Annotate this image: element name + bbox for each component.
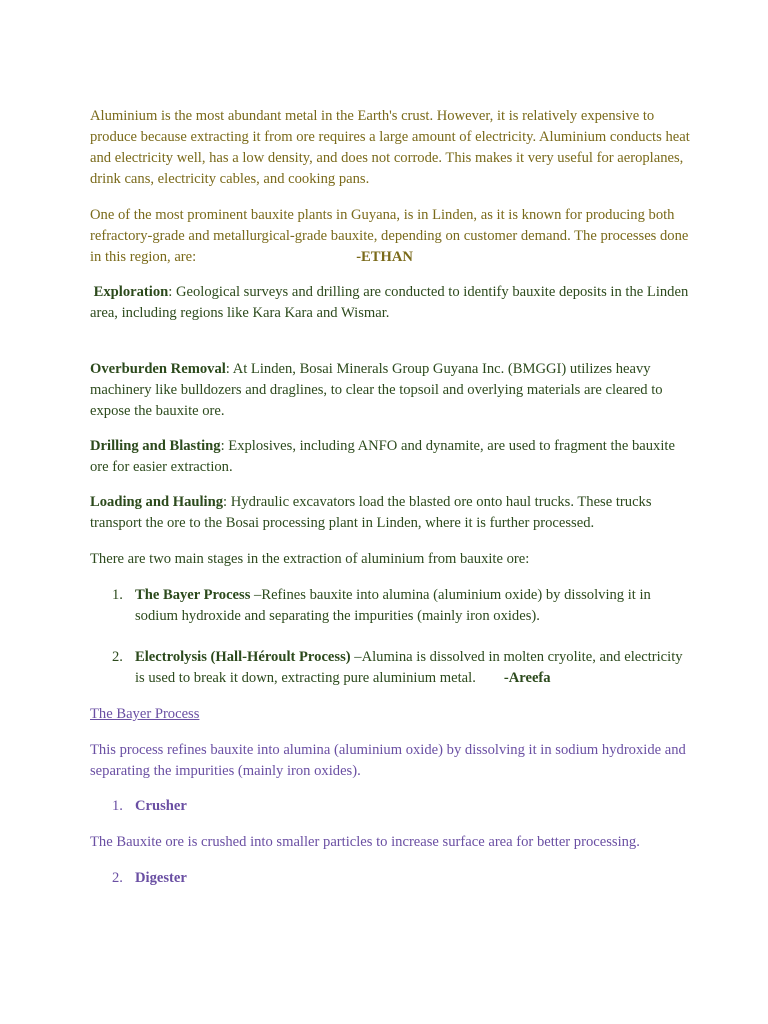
stage-2-content <box>135 647 695 689</box>
loading-term: Loading and Hauling <box>90 494 224 510</box>
stage-1-text: –Refines bauxite into alumina (aluminium oxide) by dissolving it in sodium hydroxide and separating the impurities (mainly iron oxides). <box>135 587 651 624</box>
overburden-paragraph <box>90 359 690 422</box>
stage-1-content <box>135 585 695 627</box>
step-2-number: 2. <box>112 870 123 886</box>
exploration-term: Exploration <box>93 284 169 300</box>
exploration-paragraph <box>90 282 690 324</box>
overburden-text: : At Linden, Bosai Minerals Group Guyana Inc. (BMGGI) utilizes heavy machinery like bulldozers and draglines, to clear the topsoil and overlying materials are cleared to expose the bauxite ore. <box>90 361 663 419</box>
step-1-label: Crusher <box>135 798 187 814</box>
crusher-text: The Bauxite ore is crushed into smaller particles to increase surface area for better processing. <box>90 834 640 850</box>
overburden-term: Overburden Removal <box>90 361 226 377</box>
stage-2-number: 2. <box>112 649 123 665</box>
step-2-label: Digester <box>135 870 187 886</box>
author-ethan: -ETHAN <box>356 249 413 265</box>
drilling-term: Drilling and Blasting <box>90 438 221 454</box>
drilling-paragraph <box>90 436 690 478</box>
stage-2-text: –Alumina is dissolved in molten cryolite, and electricity is used to break it down, extracting pure aluminium metal. <box>135 649 683 686</box>
step-1-number: 1. <box>112 798 123 814</box>
intro-paragraph: Aluminium is the most abundant metal in the Earth's crust. However, it is relatively expensive to produce because extracting it from ore requires a large amount of electricity. Aluminium conducts heat and electricity well, has a low density, and does not corrode. This makes it very useful for aeroplanes, drink cans, electricity cables, and cooking pans. <box>90 108 690 187</box>
bayer-process-heading[interactable]: The Bayer Process <box>90 706 200 722</box>
loading-text: : Hydraulic excavators load the blasted ore onto haul trucks. These trucks transport the ore to the Bosai processing plant in Linden, where it is further processed. <box>90 494 652 531</box>
loading-paragraph <box>90 492 690 534</box>
linden-text: One of the most prominent bauxite plants in Guyana, is in Linden, as it is known for producing both refractory-grade and metallurgical-grade bauxite, depending on customer demand. The processes done in this region, are: <box>90 207 689 265</box>
drilling-text: : Explosives, including ANFO and dynamite, are used to fragment the bauxite ore for easier extraction. <box>90 438 675 475</box>
author-areefa: -Areefa <box>503 670 551 686</box>
bayer-intro: This process refines bauxite into alumina (aluminium oxide) by dissolving it in sodium hydroxide and separating the impurities (mainly iron oxides). <box>90 742 686 779</box>
stage-2-term: Electrolysis (Hall-Héroult Process) <box>135 649 351 665</box>
exploration-text: : Geological surveys and drilling are conducted to identify bauxite deposits in the Linden area, including regions like Kara Kara and Wismar. <box>90 284 689 321</box>
stage-1-number: 1. <box>112 587 123 603</box>
linden-paragraph <box>90 205 690 268</box>
stages-intro: There are two main stages in the extraction of aluminium from bauxite ore: <box>90 551 530 567</box>
stage-1-term: The Bayer Process <box>135 587 251 603</box>
